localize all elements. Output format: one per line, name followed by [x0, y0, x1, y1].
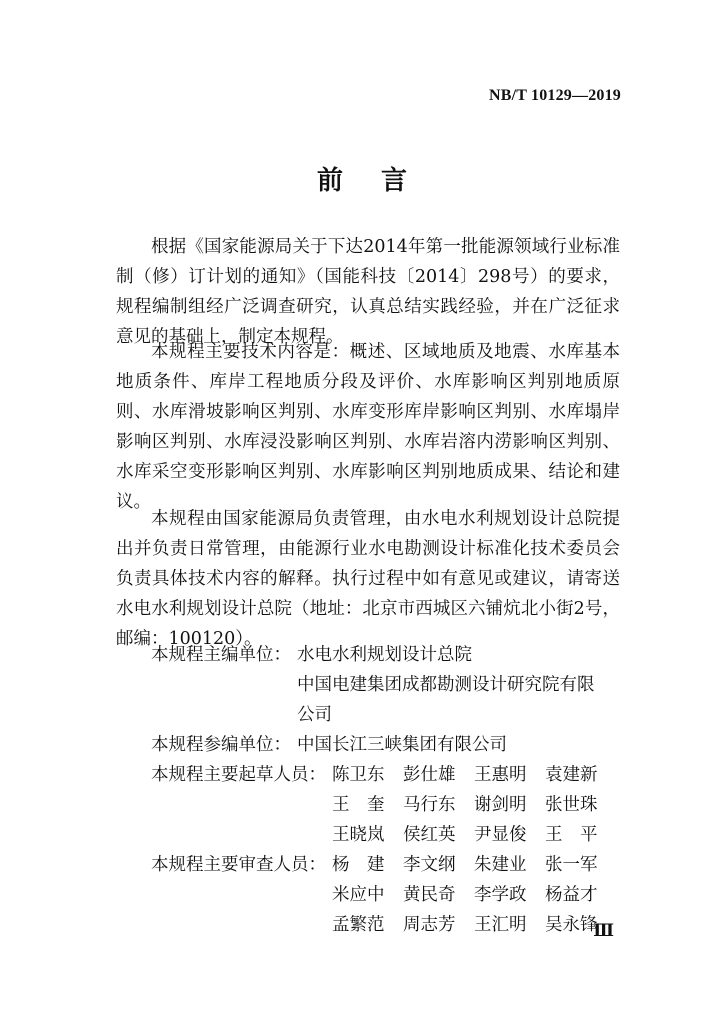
foreword-paragraph-3: 本规程由国家能源局负责管理，由水电水利规划设计总院提出并负责日常管理，由能源行业水电勘测设计标准化技术委员会负责具体技术内容的解释。执行过程中如有意见或建议，请寄送水电水利规划设计总院（地址：北京市西城区六铺炕北小街2号，邮编：100120）。	[116, 509, 620, 649]
foreword-paragraph-1: 根据《国家能源局关于下达2014年第一批能源领域行业标准制（修）订计划的通知》（国能科技〔2014〕298号）的要求，规程编制组经广泛调查研究，认真总结实践经验，并在广泛征求意见的基础上，制定本规程。	[116, 237, 620, 347]
chief-unit-1: 水电水利规划设计总院	[297, 645, 472, 665]
drafter-name: 马行东	[403, 795, 456, 815]
drafters-label: 本规程主要起草人员：	[151, 765, 326, 785]
drafter-name: 陈卫东	[332, 765, 385, 785]
reviewer-name: 吴永锋	[545, 915, 598, 935]
drafters-row	[151, 760, 326, 790]
reviewer-name: 李学政	[474, 885, 527, 905]
standard-number: NB/T 10129—2019	[488, 87, 621, 104]
chief-units-row	[151, 640, 291, 670]
participating-units-row	[151, 730, 291, 760]
participating-units-label: 本规程参编单位：	[151, 735, 291, 755]
drafter-name: 侯红英	[403, 825, 456, 845]
reviewers-list	[332, 850, 616, 940]
participating-unit-1: 中国长江三峡集团有限公司	[297, 735, 507, 755]
drafter-name: 王 奎	[332, 795, 385, 815]
drafter-name: 张世珠	[545, 795, 598, 815]
drafter-name: 王晓岚	[332, 825, 385, 845]
reviewer-name: 周志芳	[403, 915, 456, 935]
drafters-list	[332, 760, 616, 850]
drafter-name: 彭仕雄	[403, 765, 456, 785]
reviewer-name: 米应中	[332, 885, 385, 905]
drafter-name: 袁建新	[545, 765, 598, 785]
reviewer-name: 黄民奇	[403, 885, 456, 905]
reviewer-name: 张一军	[545, 855, 598, 875]
reviewer-name: 朱建业	[474, 855, 527, 875]
foreword-paragraph-2: 本规程主要技术内容是：概述、区域地质及地震、水库基本地质条件、库岸工程地质分段及评价、水库影响区判别地质原则、水库滑坡影响区判别、水库变形库岸影响区判别、水库塌岸影响区判别、水库浸没影响区判别、水库岩溶内涝影响区判别、水库采空变形影响区判别、水库影响区判别地质成果、结论和建议。	[116, 342, 620, 512]
reviewer-name: 李文纲	[403, 855, 456, 875]
reviewer-name: 杨 建	[332, 855, 385, 875]
drafter-name: 王惠明	[474, 765, 527, 785]
drafter-name: 王 平	[545, 825, 598, 845]
drafter-name: 谢剑明	[474, 795, 527, 815]
chief-unit-2-line-1: 中国电建集团成都勘测设计研究院有限	[297, 675, 595, 695]
page-number: Ⅲ	[593, 921, 614, 940]
reviewer-name: 王汇明	[474, 915, 527, 935]
reviewers-row	[151, 850, 326, 880]
reviewers-label: 本规程主要审查人员：	[151, 855, 326, 875]
reviewer-name: 杨益才	[545, 885, 598, 905]
chief-unit-2-line-2: 公司	[297, 705, 332, 725]
drafter-name: 尹显俊	[474, 825, 527, 845]
page-title: 前言	[316, 166, 445, 196]
reviewer-name: 孟繁范	[332, 915, 385, 935]
chief-units-label: 本规程主编单位：	[151, 645, 291, 665]
